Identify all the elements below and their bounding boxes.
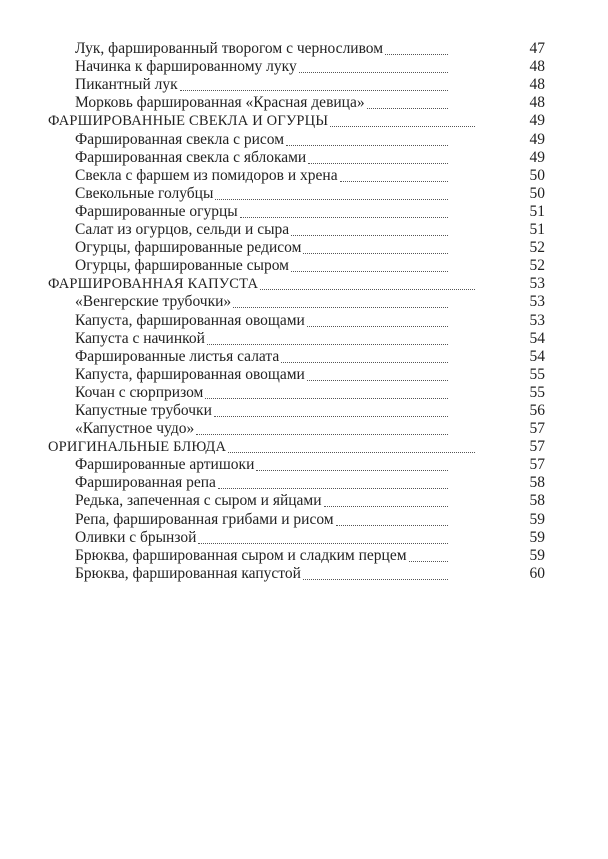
dot-leader: [324, 506, 448, 507]
toc-entry-title: Оливки с брынзой: [75, 528, 197, 546]
toc-entry-title: Свекольные голубцы: [75, 184, 214, 202]
toc-entry-title: Лук, фаршированный творогом с черносливом: [75, 40, 384, 58]
dot-leader: [367, 108, 448, 109]
toc-entry-row: [0, 166, 545, 185]
toc-entry-title: Пикантный лук: [75, 76, 178, 94]
toc-entry-row: [0, 474, 545, 492]
toc-page-number: 48: [523, 58, 545, 76]
toc-entry-title: Начинка к фаршированному луку: [75, 58, 297, 76]
toc-entry-title: Огурцы, фаршированные сыром: [75, 257, 289, 275]
dot-leader: [256, 470, 448, 471]
dot-leader: [303, 579, 448, 580]
toc-entry-row: [0, 293, 545, 311]
toc-page-number: 60: [523, 565, 545, 583]
toc-entry-row: [0, 401, 545, 420]
toc-entry-title: «Капустное чудо»: [75, 420, 195, 438]
toc-page-number: 47: [523, 40, 545, 58]
dot-leader: [308, 163, 448, 164]
toc-page-number: 49: [523, 149, 545, 167]
toc-entry-row: [0, 383, 545, 402]
toc-section-row: [0, 275, 545, 293]
dot-leader: [307, 380, 448, 381]
toc-section-title: ФАРШИРОВАННЫЕ СВЕКЛА И ОГУРЦЫ: [48, 113, 329, 130]
toc-entry-row: [0, 456, 545, 474]
toc-page-number: 59: [523, 529, 545, 547]
dot-leader: [207, 344, 448, 345]
dot-leader: [336, 525, 448, 526]
toc-entry-row: [0, 492, 545, 510]
toc-page-number: 57: [523, 438, 545, 456]
toc-page-number: 52: [523, 239, 545, 257]
toc-page-number: 58: [523, 474, 545, 492]
dot-leader: [286, 145, 448, 146]
dot-leader: [228, 452, 475, 453]
toc-entry-row: [0, 365, 545, 384]
toc-entry-row: [0, 329, 545, 348]
toc-entry-row: [0, 58, 545, 76]
dot-leader: [299, 72, 448, 73]
dot-leader: [291, 271, 448, 272]
toc-page-number: 59: [523, 511, 545, 529]
toc-entry-title: «Венгерские трубочки»: [75, 293, 232, 311]
toc-entry-row: [0, 221, 545, 239]
toc-page-number: 57: [523, 420, 545, 438]
toc-entry-title: Морковь фаршированная «Красная девица»: [75, 94, 365, 112]
toc-page-number: 48: [523, 94, 545, 112]
toc-entry-row: [0, 546, 545, 565]
toc-section-title: ФАРШИРОВАННАЯ КАПУСТА: [48, 276, 259, 293]
dot-leader: [218, 488, 448, 489]
toc-page-number: 54: [523, 348, 545, 366]
toc-entry-row: [0, 528, 545, 547]
toc-entry-title: Фаршированные огурцы: [75, 202, 238, 220]
toc-page-number: 53: [523, 275, 545, 293]
toc-entry-title: Капуста, фаршированная овощами: [75, 311, 305, 329]
dot-leader: [330, 126, 475, 127]
toc-page-number: 55: [523, 384, 545, 402]
dot-leader: [240, 217, 448, 218]
toc-entry-title: Фаршированная свекла с рисом: [75, 130, 285, 148]
dot-leader: [307, 326, 448, 327]
toc-page-number: 58: [523, 492, 545, 510]
dot-leader: [260, 289, 475, 290]
toc-page-number: 50: [523, 185, 545, 203]
toc-entry-title: Брюква, фаршированная капустой: [75, 564, 301, 582]
toc-entry-title: Фаршированная свекла с яблоками: [75, 148, 307, 166]
toc-page-number: 49: [523, 112, 545, 130]
dot-leader: [340, 181, 448, 182]
toc-entry-title: Капустные трубочки: [75, 401, 212, 419]
toc-entry-row: [0, 202, 545, 221]
toc-entry-title: Редька, запеченная с сыром и яйцами: [75, 492, 322, 510]
toc-entry-title: Кочан с сюрпризом: [75, 383, 204, 401]
toc-entry-row: [0, 130, 545, 148]
toc-section-title: ОРИГИНАЛЬНЫЕ БЛЮДА: [48, 439, 227, 456]
toc-page-number: 59: [523, 547, 545, 565]
toc-page-number: 53: [523, 293, 545, 311]
toc-entry-title: Фаршированные листья салата: [75, 347, 280, 365]
dot-leader: [303, 253, 448, 254]
toc-entry-title: Брюква, фаршированная сыром и сладким перцем: [75, 546, 407, 564]
toc-entry-row: [0, 76, 545, 94]
dot-leader: [385, 54, 448, 55]
toc-entry-title: Фаршированные артишоки: [75, 456, 255, 474]
toc-page-number: 50: [523, 167, 545, 185]
dot-leader: [196, 434, 448, 435]
toc-page-number: 51: [523, 203, 545, 221]
toc-entry-row: [0, 420, 545, 438]
toc-entry-title: Фаршированная репа: [75, 474, 216, 492]
dot-leader: [205, 398, 448, 399]
toc-entry-row: [0, 40, 545, 58]
dot-leader: [215, 199, 448, 200]
dot-leader: [291, 235, 448, 236]
toc-entry-row: [0, 510, 545, 528]
toc-page-number: 52: [523, 257, 545, 275]
toc-entry-title: Огурцы, фаршированные редисом: [75, 239, 302, 257]
toc-section-row: [0, 438, 545, 456]
toc-entry-row: [0, 94, 545, 112]
toc-section-row: [0, 112, 545, 130]
toc-page-number: 48: [523, 76, 545, 94]
toc-entry-title: Свекла с фаршем из помидоров и хрена: [75, 166, 338, 184]
dot-leader: [180, 90, 448, 91]
toc-page-number: 57: [523, 456, 545, 474]
dot-leader: [198, 543, 448, 544]
toc-page-number: 54: [523, 330, 545, 348]
toc-page-number: 51: [523, 221, 545, 239]
table-of-contents: [0, 40, 608, 583]
toc-entry-row: [0, 311, 545, 329]
toc-entry-title: Капуста с начинкой: [75, 329, 205, 347]
dot-leader: [409, 561, 448, 562]
toc-entry-row: [0, 239, 545, 257]
toc-page-number: 49: [523, 131, 545, 149]
dot-leader: [214, 416, 448, 417]
toc-page-number: 53: [523, 312, 545, 330]
toc-entry-row: [0, 564, 545, 583]
dot-leader: [281, 362, 448, 363]
toc-page-number: 55: [523, 366, 545, 384]
toc-entry-row: [0, 347, 545, 366]
toc-entry-title: Салат из огурцов, сельди и сыра: [75, 221, 290, 239]
dot-leader: [233, 307, 448, 308]
toc-entry-row: [0, 257, 545, 275]
toc-entry-row: [0, 184, 545, 203]
toc-entry-title: Капуста, фаршированная овощами: [75, 365, 305, 383]
toc-entry-row: [0, 148, 545, 167]
toc-page-number: 56: [523, 402, 545, 420]
toc-entry-title: Репа, фаршированная грибами и рисом: [75, 510, 334, 528]
